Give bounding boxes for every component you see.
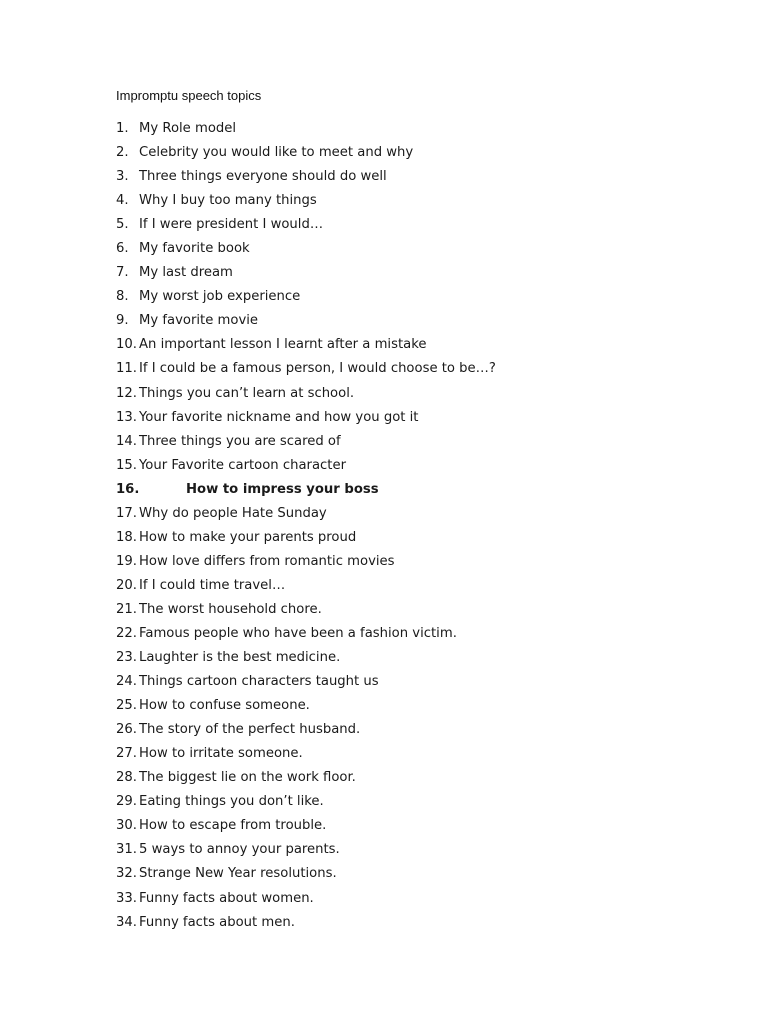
topic-number: 26. [116,722,137,738]
topic-item [116,816,496,840]
topic-number: 19. [116,553,137,569]
topic-number: 10. [116,337,137,353]
topic-number: 34. [116,914,137,930]
topic-item [116,600,496,624]
topic-text: Your favorite nickname and how you got it [139,409,419,425]
topic-text: Things cartoon characters taught us [139,674,379,690]
topic-text: 5 ways to annoy your parents. [139,842,340,858]
topic-item [116,191,496,215]
topic-number: 32. [116,866,137,882]
topic-text: If I were president I would… [139,217,324,233]
topic-number: 14. [116,433,137,449]
topic-item [116,239,496,263]
topic-number: 27. [116,746,137,762]
topic-number: 23. [116,650,137,666]
topic-number: 31. [116,842,137,858]
topic-text: Laughter is the best medicine. [139,650,341,666]
topic-number: 2. [116,145,129,161]
topic-text: My favorite book [139,241,250,257]
topic-text: Things you can’t learn at school. [139,385,355,401]
topic-item [116,528,496,552]
topic-text: The story of the perfect husband. [139,722,361,738]
topic-item [116,480,496,504]
topic-number: 6. [116,241,129,257]
topic-item [116,889,496,913]
topic-text: My last dream [139,265,233,281]
topic-number: 15. [116,457,137,473]
topic-item [116,143,496,167]
topic-text: Why do people Hate Sunday [139,505,327,521]
topic-text: An important lesson I learnt after a mistake [139,337,427,353]
topic-text: How love differs from romantic movies [139,553,395,569]
topic-text: Eating things you don’t like. [139,794,324,810]
topic-number: 5. [116,217,129,233]
topic-text: Celebrity you would like to meet and why [139,145,414,161]
topic-number: 22. [116,625,137,641]
topic-item [116,167,496,191]
topic-text: The worst household chore. [139,601,322,617]
topic-item [116,792,496,816]
topic-list [116,119,496,937]
topic-number: 1. [116,121,129,136]
topic-text: My favorite movie [139,313,259,329]
topic-text: If I could time travel… [139,577,286,593]
topic-text: The biggest lie on the work floor. [139,770,356,786]
topic-number: 11. [116,361,137,377]
topic-item [116,744,496,768]
topic-item [116,648,496,672]
topic-number: 8. [116,289,129,305]
topic-item [116,576,496,600]
topic-text: Why I buy too many things [139,193,317,209]
topic-text: How to escape from trouble. [139,818,327,834]
topic-item [116,864,496,888]
topic-item [116,384,496,408]
topic-text: Funny facts about men. [139,914,295,930]
topic-item [116,696,496,720]
topic-number: 29. [116,794,137,810]
topic-text: Funny facts about women. [139,890,314,906]
topic-text: Three things everyone should do well [139,169,387,185]
topic-item [116,456,496,480]
topic-number: 17. [116,505,137,521]
topic-item [116,215,496,239]
topic-text: My Role model [139,121,237,136]
topic-number: 18. [116,529,137,545]
topic-item [116,672,496,696]
topic-text: How to confuse someone. [139,698,310,714]
topic-item [116,119,496,143]
topic-text: My worst job experience [139,289,301,305]
topic-item [116,624,496,648]
topic-item [116,287,496,311]
topic-number: 28. [116,770,137,786]
topic-text: Your Favorite cartoon character [139,457,346,473]
topic-item [116,263,496,287]
topic-number: 9. [116,313,129,329]
topic-number: 16. [116,481,140,497]
topic-text: Strange New Year resolutions. [139,866,337,882]
topic-number: 3. [116,169,129,185]
topic-item [116,335,496,359]
topic-number: 7. [116,265,129,281]
document-title: Impromptu speech topics [116,88,262,103]
topic-text: If I could be a famous person, I would choose to be…? [139,361,496,377]
topic-text: How to impress your boss [186,481,379,497]
topic-text: Famous people who have been a fashion victim. [139,625,457,641]
topic-number: 24. [116,674,137,690]
topic-number: 33. [116,890,137,906]
topic-text: Three things you are scared of [139,433,341,449]
topic-number: 30. [116,818,137,834]
topic-item [116,913,496,937]
topic-number: 4. [116,193,129,209]
topic-item [116,768,496,792]
topic-number: 20. [116,577,137,593]
topic-text: How to make your parents proud [139,529,357,545]
topic-number: 13. [116,409,137,425]
topic-item [116,408,496,432]
topic-item [116,432,496,456]
topic-item [116,359,496,383]
topic-item [116,720,496,744]
topic-text: How to irritate someone. [139,746,303,762]
topic-number: 21. [116,601,137,617]
topic-item [116,504,496,528]
topic-number: 12. [116,385,137,401]
topic-item [116,840,496,864]
topic-number: 25. [116,698,137,714]
topic-item [116,552,496,576]
topic-item [116,311,496,335]
